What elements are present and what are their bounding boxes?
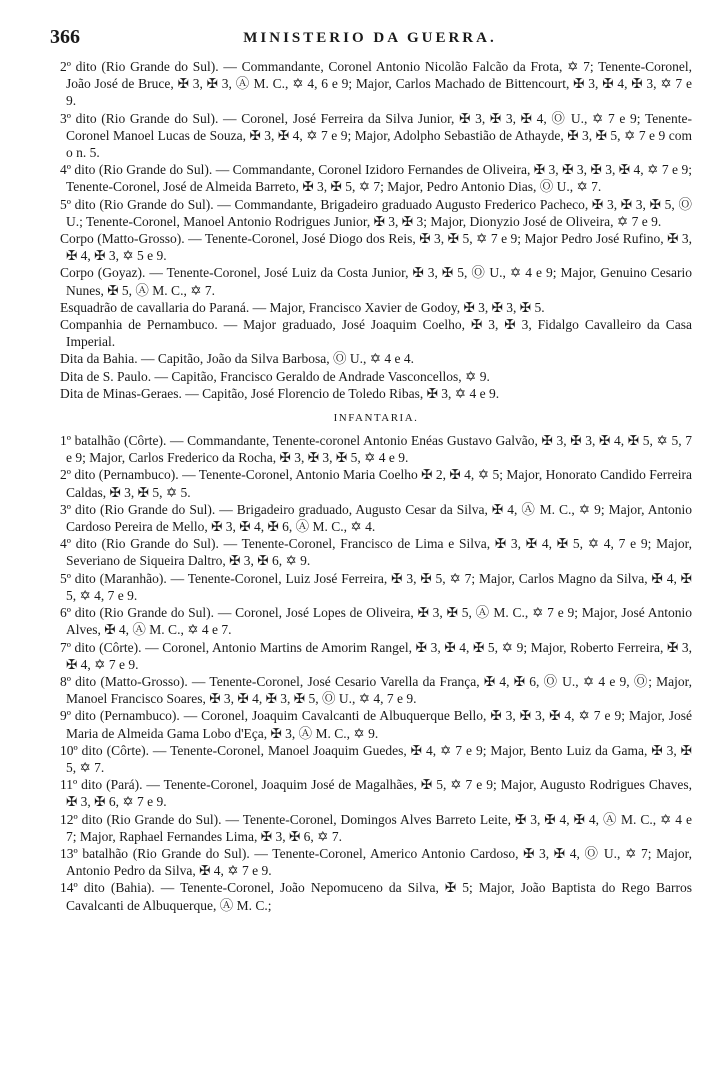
- infantry-section: [60, 432, 692, 914]
- cavalry-entry: Dita de S. Paulo. — Capitão, Francisco Geraldo de Andrade Vasconcellos, ✡ 9.: [60, 368, 490, 384]
- infantry-entry: 3º dito (Rio Grande do Sul). — Brigadeiro graduado, Augusto Cesar da Silva, ✠ 4, Ⓐ M. C., ✡ 9; Major, Antonio Cardoso Pereira de Mello, ✠ 3, ✠ 4, ✠ 6, Ⓐ M. C., ✡ 4.: [60, 501, 692, 535]
- cavalry-entry: Esquadrão de cavallaria do Paraná. — Major, Francisco Xavier de Godoy, ✠ 3, ✠ 3, ✠ 5.: [60, 299, 545, 315]
- cavalry-entry: Corpo (Matto-Grosso). — Tenente-Coronel, José Diogo dos Reis, ✠ 3, ✠ 5, ✡ 7 e 9; Major Pedro José Rufino, ✠ 3, ✠ 4, ✠ 3, ✡ 5 e 9.: [60, 231, 692, 264]
- cavalry-entry: 5º dito (Rio Grande do Sul). — Commandante, Brigadeiro graduado Augusto Frederico Pacheco, ✠ 3, ✠ 3, ✠ 5, Ⓞ U.; Tenente-Coronel, Manoel Antonio Rodrigues Junior, ✠ 3, ✠ 3; Major, Dionyzio José de Oliveira, ✡ 7 e 9.: [60, 196, 692, 229]
- section-heading-infantry: INFANTARIA.: [333, 412, 419, 425]
- infantry-entry: 14º dito (Bahia). — Tenente-Coronel, João Nepomuceno da Silva, ✠ 5; Major, João Baptista do Rego Barros Cavalcanti de Albuquerque, Ⓐ M. C.;: [60, 880, 692, 913]
- infantry-entry: 6º dito (Rio Grande do Sul). — Coronel, José Lopes de Oliveira, ✠ 3, ✠ 5, Ⓐ M. C., ✡ 7 e 9; Major, José Antonio Alves, ✠ 4, Ⓐ M. C., ✡ 4 e 7.: [60, 605, 692, 638]
- infantry-entry: 1º batalhão (Côrte). — Commandante, Tenente-coronel Antonio Enéas Gustavo Galvão, ✠ 3, ✠ 3, ✠ 4, ✠ 5, ✡ 5, 7 e 9; Major, Carlos Frederico da Rocha, ✠ 3, ✠ 3, ✠ 5, ✡ 4 e 9.: [60, 433, 692, 466]
- cavalry-entry: Companhia de Pernambuco. — Major graduado, José Joaquim Coelho, ✠ 3, ✠ 3, Fidalgo Cavalleiro da Casa Imperial.: [60, 317, 692, 350]
- cavalry-entry: 2º dito (Rio Grande do Sul). — Commandante, Coronel Antonio Nicolão Falcão da Frota, ✡ 7; Tenente-Coronel, João José de Bruce, ✠ 3, ✠ 3, Ⓐ M. C., ✡ 4, 6 e 9; Major, Carlos Machado de Bittencourt, ✠ 3, ✠ 4, ✠ 3, ✡ 7 e 9.: [60, 59, 692, 109]
- infantry-entry: 10º dito (Côrte). — Tenente-Coronel, Manoel Joaquim Guedes, ✠ 4, ✡ 7 e 9; Major, Bento Luiz da Gama, ✠ 3, ✠ 5, ✡ 7.: [60, 742, 692, 775]
- cavalry-entry: 4º dito (Rio Grande do Sul). — Commandante, Coronel Izidoro Fernandes de Oliveira, ✠ 3, ✠ 3, ✠ 3, ✠ 4, ✡ 7 e 9; Tenente-Coronel, José de Almeida Barreto, ✠ 3, ✠ 5, ✡ 7; Major, Pedro Antonio Dias, Ⓞ U., ✡ 7.: [60, 162, 692, 195]
- page-number: 366: [50, 26, 80, 48]
- running-title: MINISTERIO DA GUERRA.: [243, 30, 497, 46]
- cavalry-entry: Dita da Bahia. — Capitão, João da Silva Barbosa, Ⓞ U., ✡ 4 e 4.: [60, 351, 414, 367]
- page-header: [50, 26, 690, 54]
- cavalry-entry: Corpo (Goyaz). — Tenente-Coronel, José Luiz da Costa Junior, ✠ 3, ✠ 5, Ⓞ U., ✡ 4 e 9; Major, Genuino Cesario Nunes, ✠ 5, Ⓐ M. C., ✡ 7.: [60, 265, 692, 298]
- infantry-entry: 9º dito (Pernambuco). — Coronel, Joaquim Cavalcanti de Albuquerque Bello, ✠ 3, ✠ 3, ✠ 4, ✡ 7 e 9; Major, José Maria de Almeida Gama Lobo d'Eça, ✠ 3, Ⓐ M. C., ✡ 9.: [60, 708, 692, 741]
- infantry-entry: 2º dito (Pernambuco). — Tenente-Coronel, Antonio Maria Coelho ✠ 2, ✠ 4, ✡ 5; Major, Honorato Candido Ferreira Caldas, ✠ 3, ✠ 5, ✡ 5.: [60, 467, 692, 500]
- cavalry-entry: Dita de Minas-Geraes. — Capitão, José Florencio de Toledo Ribas, ✠ 3, ✡ 4 e 9.: [60, 385, 500, 401]
- infantry-entry: 12º dito (Rio Grande do Sul). — Tenente-Coronel, Domingos Alves Barreto Leite, ✠ 3, ✠ 4, ✠ 4, Ⓐ M. C., ✡ 4 e 7; Major, Raphael Fernandes Lima, ✠ 3, ✠ 6, ✡ 7.: [60, 811, 692, 844]
- page-body: [60, 58, 692, 914]
- infantry-entry: 13º batalhão (Rio Grande do Sul). — Tenente-Coronel, Americo Antonio Cardoso, ✠ 3, ✠ 4, Ⓞ U., ✡ 7; Major, Antonio Pedro da Silva, ✠ 4, ✡ 7 e 9.: [60, 845, 692, 879]
- cavalry-section: [60, 58, 692, 402]
- infantry-entry: 8º dito (Matto-Grosso). — Tenente-Coronel, José Cesario Varella da França, ✠ 4, ✠ 6, Ⓞ U., ✡ 4 e 9, Ⓞ; Major, Manoel Francisco Soares, ✠ 3, ✠ 4, ✠ 3, ✠ 5, Ⓞ U., ✡ 4, 7 e 9.: [60, 673, 692, 707]
- infantry-entry: 5º dito (Maranhão). — Tenente-Coronel, Luiz José Ferreira, ✠ 3, ✠ 5, ✡ 7; Major, Carlos Magno da Silva, ✠ 4, ✠ 5, ✡ 4, 7 e 9.: [60, 570, 692, 603]
- cavalry-entry: 3º dito (Rio Grande do Sul). — Coronel, José Ferreira da Silva Junior, ✠ 3, ✠ 3, ✠ 4, Ⓞ U., ✡ 7 e 9; Tenente-Coronel Manoel Lucas de Souza, ✠ 3, ✠ 4, ✡ 7 e 9; Major, Adolpho Sebastião de Athayde, ✠ 3, ✠ 5, ✡ 7 e 9 com o n. 5.: [60, 110, 692, 161]
- infantry-entry: 7º dito (Côrte). — Coronel, Antonio Martins de Amorim Rangel, ✠ 3, ✠ 4, ✠ 5, ✡ 9; Major, Roberto Ferreira, ✠ 3, ✠ 4, ✡ 7 e 9.: [60, 639, 692, 672]
- infantry-entry: 4º dito (Rio Grande do Sul). — Tenente-Coronel, Francisco de Lima e Silva, ✠ 3, ✠ 4, ✠ 5, ✡ 4, 7 e 9; Major, Severiano de Siqueira Daltro, ✠ 3, ✠ 6, ✡ 9.: [60, 536, 692, 569]
- infantry-entry: 11º dito (Pará). — Tenente-Coronel, Joaquim José de Magalhães, ✠ 5, ✡ 7 e 9; Major, Augusto Rodrigues Chaves, ✠ 3, ✠ 6, ✡ 7 e 9.: [60, 777, 692, 810]
